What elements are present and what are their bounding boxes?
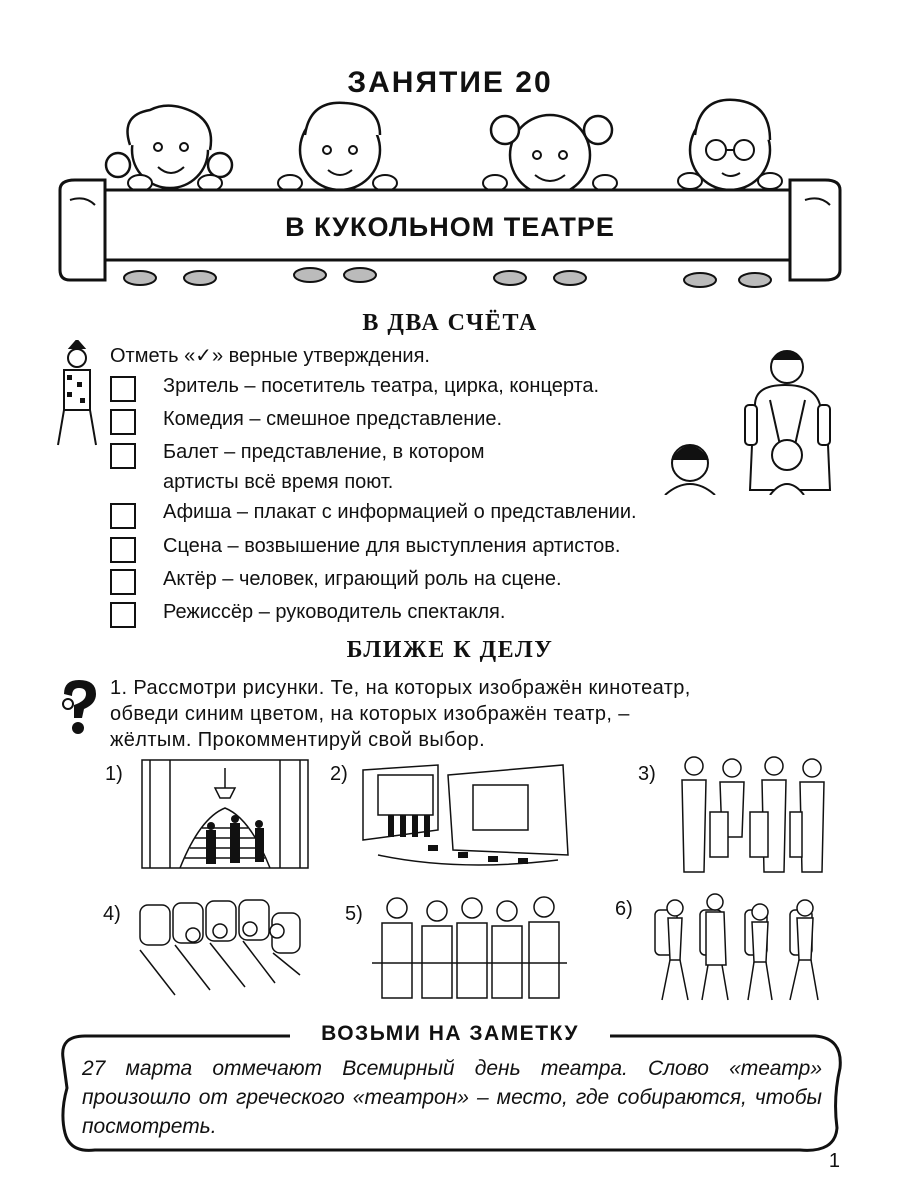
task-line-1: 1. Рассмотри рисунки. Те, на которых изображён кинотеатр, [110,677,691,699]
statement-3-cont: артисты всё время поют. [163,471,394,493]
instruction: Отметь «✓» верные утверждения. [110,345,430,367]
task-line-2: обведи синим цветом, на которых изображён театр, – [110,703,630,725]
note-title: ВОЗЬМИ НА ЗАМЕТКУ [321,1022,579,1045]
picture-number-4: 4) [103,903,121,925]
picture-number-2: 2) [330,763,348,785]
picture-number-1: 1) [105,763,123,785]
picture-5-theatre-audience [372,893,567,1003]
note-text: 27 марта отмечают Всемирный день театра. Слово «театр» произошло от греческого «театрон» – место, где собираются, чтобы посмотреть. [82,1057,822,1138]
checkbox-3[interactable] [110,443,136,469]
statement-7: Режиссёр – руководитель спектакля. [163,601,506,623]
section-title-1: В ДВА СЧЁТА [362,310,538,336]
picture-2-cinema [358,760,573,872]
picture-number-3: 3) [638,763,656,785]
banner-title: В КУКОЛЬНОМ ТЕАТРЕ [285,212,615,242]
statement-2: Комедия – смешное представление. [163,408,503,430]
statement-4: Афиша – плакат с информацией о представлении. [163,501,637,523]
picture-4-cinema-seats [135,895,305,1005]
children-banner-illustration [50,95,850,295]
checkbox-4[interactable] [110,503,136,529]
task-line-3: жёлтым. Прокомментируй свой выбор. [110,729,486,751]
statement-5: Сцена – возвышение для выступления артистов. [163,535,621,557]
statement-1: Зритель – посетитель театра, цирка, концерта. [163,375,600,397]
checkbox-6[interactable] [110,569,136,595]
checkbox-7[interactable] [110,602,136,628]
page-number: 1 [828,1150,840,1172]
checkbox-5[interactable] [110,537,136,563]
section-title-2: БЛИЖЕ К ДЕЛУ [346,637,554,663]
picture-number-5: 5) [345,903,363,925]
audience-icon [660,345,840,495]
statement-6: Актёр – человек, играющий роль на сцене. [163,568,562,590]
statement-3: Балет – представление, в котором [163,441,485,463]
picture-6-kids-cinema [650,890,835,1005]
picture-number-6: 6) [615,898,633,920]
question-mark-icon [58,678,100,738]
picture-1-theatre-hall [140,758,310,870]
puppet-icon [52,340,102,450]
picture-3-audience-applause [672,752,837,877]
checkbox-1[interactable] [110,376,136,402]
checkbox-2[interactable] [110,409,136,435]
lesson-title: ЗАНЯТИЕ 20 [347,66,553,99]
